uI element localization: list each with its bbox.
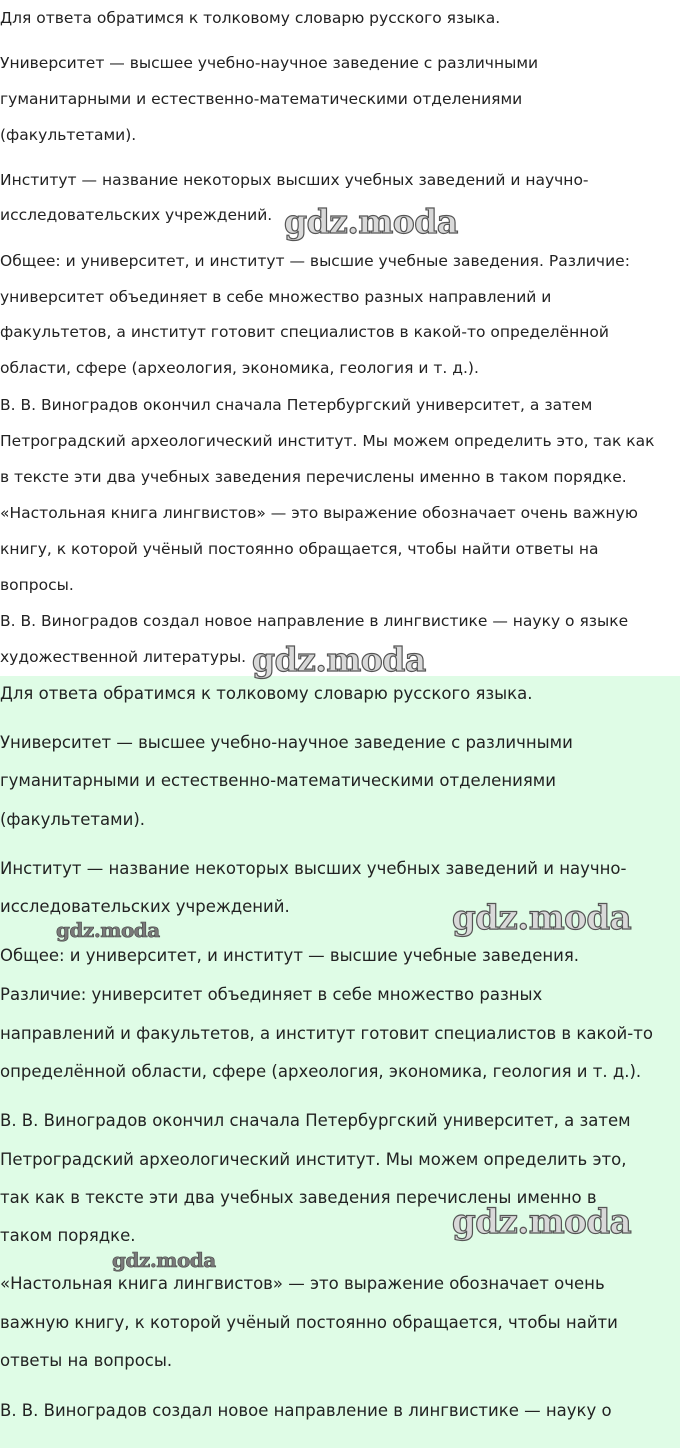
- answer-text-line: так как в тексте эти два учебных заведения перечислены именно в: [0, 1188, 597, 1207]
- answer-text-line: В. В. Виноградов создал новое направление в лингвистике — науку о: [0, 1401, 612, 1420]
- watermark-logo: gdz.moda: [252, 640, 426, 679]
- answer-text-line: важную книгу, к которой учёный постоянно обращается, чтобы найти: [0, 1313, 618, 1332]
- answer-text-line: В. В. Виноградов окончил сначала Петербургский университет, а затем: [0, 396, 593, 414]
- answer-text-line: Для ответа обратимся к толковому словарю русского языка.: [0, 9, 501, 27]
- answer-text-line: университет объединяет в себе множество разных направлений и: [0, 288, 552, 306]
- answer-text-line: Университет — высшее учебно-научное заведение с различными: [0, 733, 573, 752]
- answer-text-line: направлений и факультетов, а институт готовит специалистов в какой-то: [0, 1024, 653, 1043]
- answer-text-line: вопросы.: [0, 576, 74, 594]
- answer-text-line: (факультетами).: [0, 810, 145, 829]
- watermark-logo: gdz.moda: [452, 898, 632, 938]
- answer-text-line: Институт — название некоторых высших учебных заведений и научно-: [0, 171, 589, 189]
- answer-text-line: В. В. Виноградов создал новое направление в лингвистике — науку о языке: [0, 612, 629, 630]
- answer-text-line: Общее: и университет, и институт — высшие учебные заведения.: [0, 946, 580, 965]
- answer-text-line: факультетов, а институт готовит специалистов в какой-то определённой: [0, 323, 609, 341]
- watermark-logo: gdz.moda: [284, 202, 458, 241]
- watermark-logo: gdz.moda: [112, 1248, 216, 1272]
- answer-text-line: «Настольная книга лингвистов» — это выражение обозначает очень важную: [0, 504, 638, 522]
- answer-text-line: книгу, к которой учёный постоянно обращается, чтобы найти ответы на: [0, 540, 599, 558]
- answer-text-line: Институт — название некоторых высших учебных заведений и научно-: [0, 859, 627, 878]
- answer-text-line: Общее: и университет, и институт — высшие учебные заведения. Различие:: [0, 252, 630, 270]
- answer-text-line: области, сфере (археология, экономика, геология и т. д.).: [0, 359, 479, 377]
- answer-text-line: исследовательских учреждений.: [0, 897, 290, 916]
- answer-text-line: Петроградский археологический институт. Мы можем определить это,: [0, 1150, 627, 1169]
- answer-text-line: таком порядке.: [0, 1226, 136, 1245]
- watermark-logo: gdz.moda: [452, 1202, 632, 1242]
- answer-text-line: гуманитарными и естественно-математическими отделениями: [0, 90, 523, 108]
- answer-text-line: (факультетами).: [0, 126, 137, 144]
- answer-text-line: исследовательских учреждений.: [0, 206, 273, 224]
- answer-text-line: Петроградский археологический институт. Мы можем определить это, так как: [0, 432, 655, 450]
- answer-text-line: Университет — высшее учебно-научное заведение с различными: [0, 54, 539, 72]
- watermark-logo: gdz.moda: [56, 918, 160, 942]
- answer-text-line: Для ответа обратимся к толковому словарю русского языка.: [0, 684, 533, 703]
- answer-block-highlighted: [0, 676, 680, 1448]
- answer-text-line: В. В. Виноградов окончил сначала Петербургский университет, а затем: [0, 1111, 631, 1130]
- answer-text-line: определённой области, сфере (археология, экономика, геология и т. д.).: [0, 1062, 642, 1081]
- answer-text-line: ответы на вопросы.: [0, 1351, 173, 1370]
- answer-block-plain: [0, 0, 680, 676]
- answer-text-line: «Настольная книга лингвистов» — это выражение обозначает очень: [0, 1274, 605, 1293]
- answer-text-line: художественной литературы.: [0, 648, 247, 666]
- answer-text-line: в тексте эти два учебных заведения перечислены именно в таком порядке.: [0, 468, 627, 486]
- answer-text-line: Различие: университет объединяет в себе множество разных: [0, 985, 543, 1004]
- answer-text-line: гуманитарными и естественно-математическими отделениями: [0, 771, 556, 790]
